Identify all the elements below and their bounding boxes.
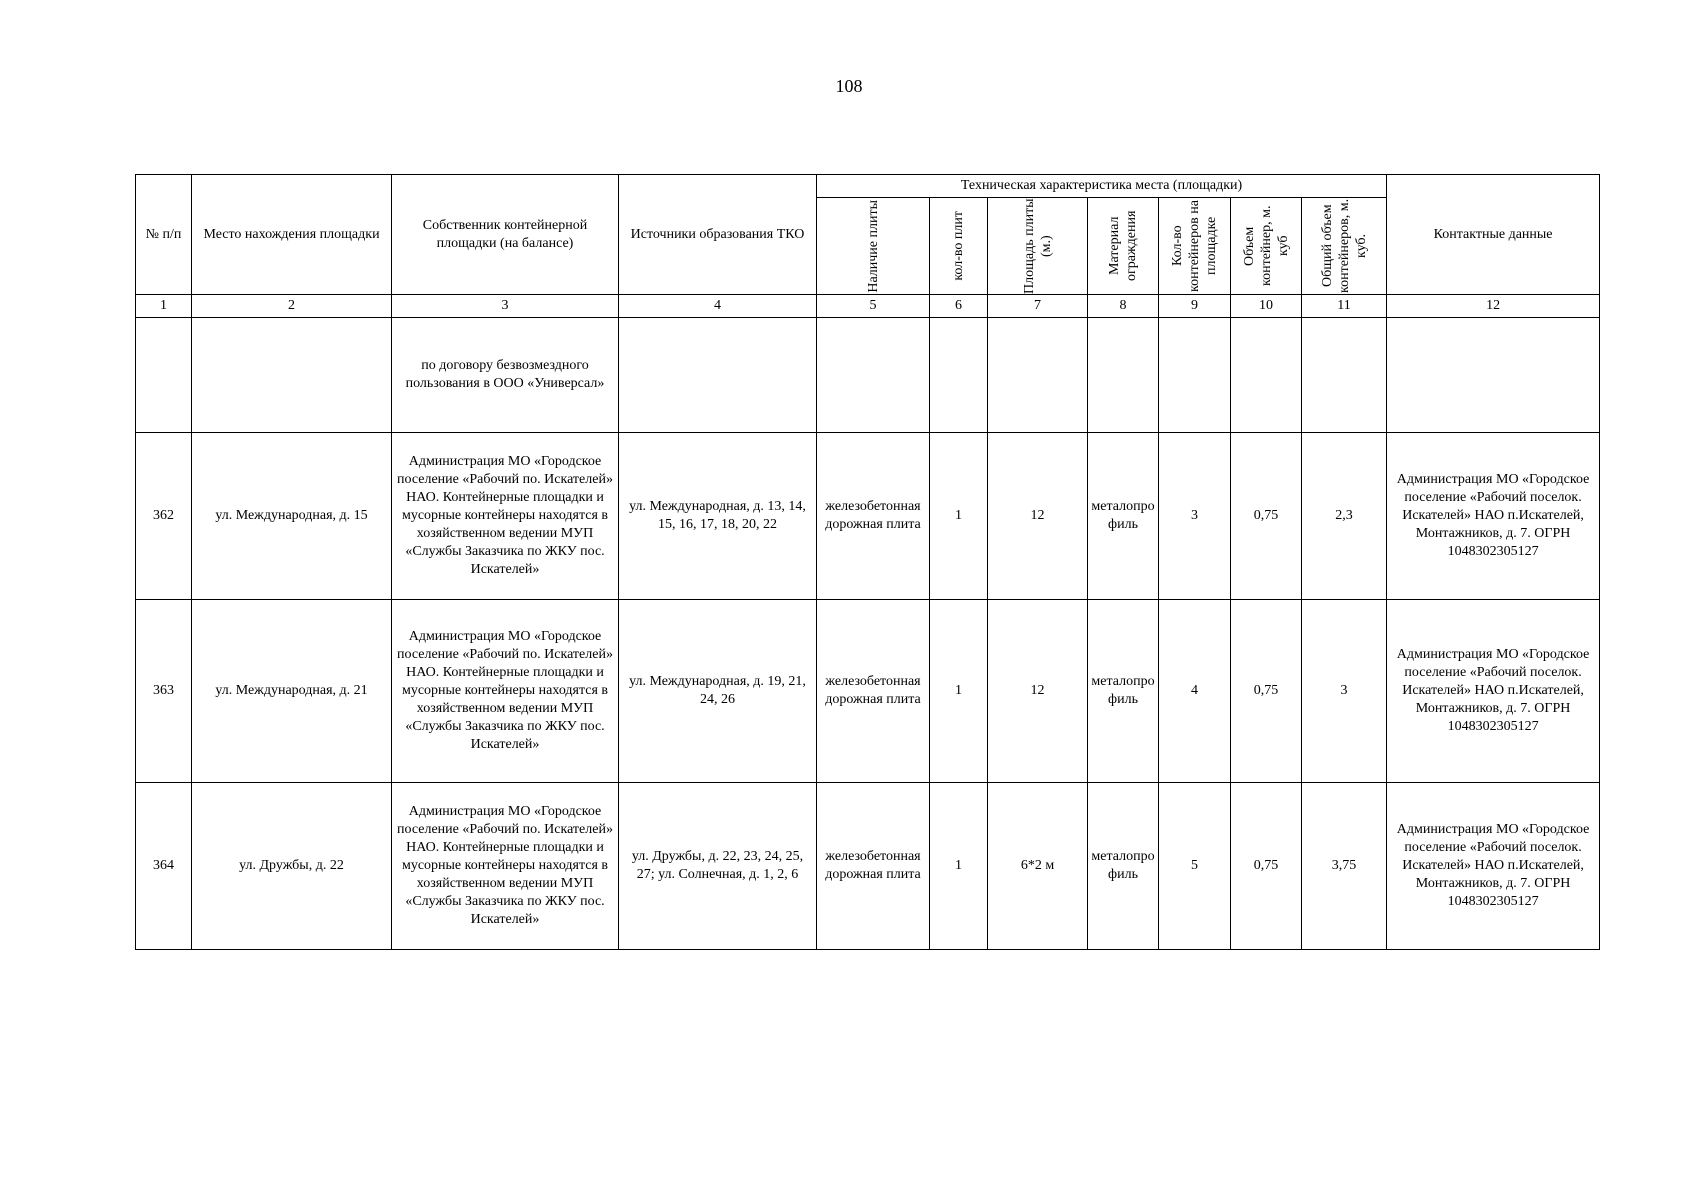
cell-container-volume: 0,75 bbox=[1231, 600, 1302, 783]
column-number: 5 bbox=[817, 295, 930, 318]
cell-slab-area: 12 bbox=[988, 433, 1088, 600]
header-num: № п/п bbox=[136, 175, 192, 295]
header-row-top bbox=[136, 175, 1600, 198]
cell-location: ул. Дружбы, д. 22 bbox=[192, 783, 392, 950]
cell-slab-count: 1 bbox=[930, 600, 988, 783]
cell-location: ул. Международная, д. 15 bbox=[192, 433, 392, 600]
header-container-count: Кол-во контейнеров на площадке bbox=[1159, 198, 1231, 295]
table-row bbox=[136, 600, 1600, 783]
column-number: 11 bbox=[1302, 295, 1387, 318]
cell-container-volume: 0,75 bbox=[1231, 783, 1302, 950]
cell-owner: по договору безвозмездного пользования в ООО «Универсал» bbox=[392, 318, 619, 433]
header-tech-group: Техническая характеристика места (площадки) bbox=[817, 175, 1387, 198]
cell-slab-presence: железобетонная дорожная плита bbox=[817, 783, 930, 950]
column-number: 10 bbox=[1231, 295, 1302, 318]
page-number: 108 bbox=[835, 76, 863, 96]
cell-slab-count: 1 bbox=[930, 783, 988, 950]
header-slab-area: Площадь плиты (м.) bbox=[988, 198, 1088, 295]
column-number: 2 bbox=[192, 295, 392, 318]
cell-num: 363 bbox=[136, 600, 192, 783]
table-row bbox=[136, 783, 1600, 950]
cell-contacts: Администрация МО «Городское поселение «Рабочий поселок. Искателей» НАО п.Искателей, Монтажников, д. 7. ОГРН 1048302305127 bbox=[1387, 600, 1600, 783]
cell-contacts: Администрация МО «Городское поселение «Рабочий поселок. Искателей» НАО п.Искателей, Монтажников, д. 7. ОГРН 1048302305127 bbox=[1387, 783, 1600, 950]
cell-sources: ул. Международная, д. 19, 21, 24, 26 bbox=[619, 600, 817, 783]
cell-total-volume: 2,3 bbox=[1302, 433, 1387, 600]
cell-fence-material: металопрофиль bbox=[1088, 433, 1159, 600]
column-number: 7 bbox=[988, 295, 1088, 318]
cell-fence-material: металопрофиль bbox=[1088, 600, 1159, 783]
column-number: 1 bbox=[136, 295, 192, 318]
cell-owner: Администрация МО «Городское поселение «Рабочий по. Искателей» НАО. Контейнерные площадки и мусорные контейнеры находятся в хозяйственном ведении МУП «Службы Заказчика по ЖКУ пос. Искателей» bbox=[392, 433, 619, 600]
cell-total-volume: 3,75 bbox=[1302, 783, 1387, 950]
cell-slab-count: 1 bbox=[930, 433, 988, 600]
cell-contacts: Администрация МО «Городское поселение «Рабочий поселок. Искателей» НАО п.Искателей, Монтажников, д. 7. ОГРН 1048302305127 bbox=[1387, 433, 1600, 600]
cell-container-count: 4 bbox=[1159, 600, 1231, 783]
header-owner: Собственник контейнерной площадки (на балансе) bbox=[392, 175, 619, 295]
container-sites-table bbox=[135, 174, 1600, 950]
cell-owner: Администрация МО «Городское поселение «Рабочий по. Искателей» НАО. Контейнерные площадки и мусорные контейнеры находятся в хозяйственном ведении МУП «Службы Заказчика по ЖКУ пос. Искателей» bbox=[392, 783, 619, 950]
cell-owner: Администрация МО «Городское поселение «Рабочий по. Искателей» НАО. Контейнерные площадки и мусорные контейнеры находятся в хозяйственном ведении МУП «Службы Заказчика по ЖКУ пос. Искателей» bbox=[392, 600, 619, 783]
table-row bbox=[136, 433, 1600, 600]
cell-slab-presence: железобетонная дорожная плита bbox=[817, 600, 930, 783]
cell-container-volume: 0,75 bbox=[1231, 433, 1302, 600]
cell-slab-area: 6*2 м bbox=[988, 783, 1088, 950]
header-container-volume: Объем контейнер, м. куб bbox=[1231, 198, 1302, 295]
cell-location: ул. Международная, д. 21 bbox=[192, 600, 392, 783]
cell-slab-area: 12 bbox=[988, 600, 1088, 783]
header-slab-presence: Наличие плиты bbox=[817, 198, 930, 295]
column-number: 8 bbox=[1088, 295, 1159, 318]
cell-container-count: 3 bbox=[1159, 433, 1231, 600]
column-number: 4 bbox=[619, 295, 817, 318]
cell-container-count: 5 bbox=[1159, 783, 1231, 950]
cell-sources: ул. Международная, д. 13, 14, 15, 16, 17, 18, 20, 22 bbox=[619, 433, 817, 600]
header-total-volume: Общий объем контейнеров, м. куб. bbox=[1302, 198, 1387, 295]
cell-fence-material: металопрофиль bbox=[1088, 783, 1159, 950]
header-sources: Источники образования ТКО bbox=[619, 175, 817, 295]
cell-total-volume: 3 bbox=[1302, 600, 1387, 783]
column-number: 9 bbox=[1159, 295, 1231, 318]
header-slab-count: кол-во плит bbox=[930, 198, 988, 295]
header-contacts: Контактные данные bbox=[1387, 175, 1600, 295]
cell-sources: ул. Дружбы, д. 22, 23, 24, 25, 27; ул. Солнечная, д. 1, 2, 6 bbox=[619, 783, 817, 950]
header-fence-material: Материал ограждения bbox=[1088, 198, 1159, 295]
cell-slab-presence: железобетонная дорожная плита bbox=[817, 433, 930, 600]
table-row-continuation bbox=[136, 318, 1600, 433]
column-number-row bbox=[136, 295, 1600, 318]
column-number: 3 bbox=[392, 295, 619, 318]
header-location: Место нахождения площадки bbox=[192, 175, 392, 295]
cell-num: 362 bbox=[136, 433, 192, 600]
cell-num: 364 bbox=[136, 783, 192, 950]
column-number: 6 bbox=[930, 295, 988, 318]
column-number: 12 bbox=[1387, 295, 1600, 318]
